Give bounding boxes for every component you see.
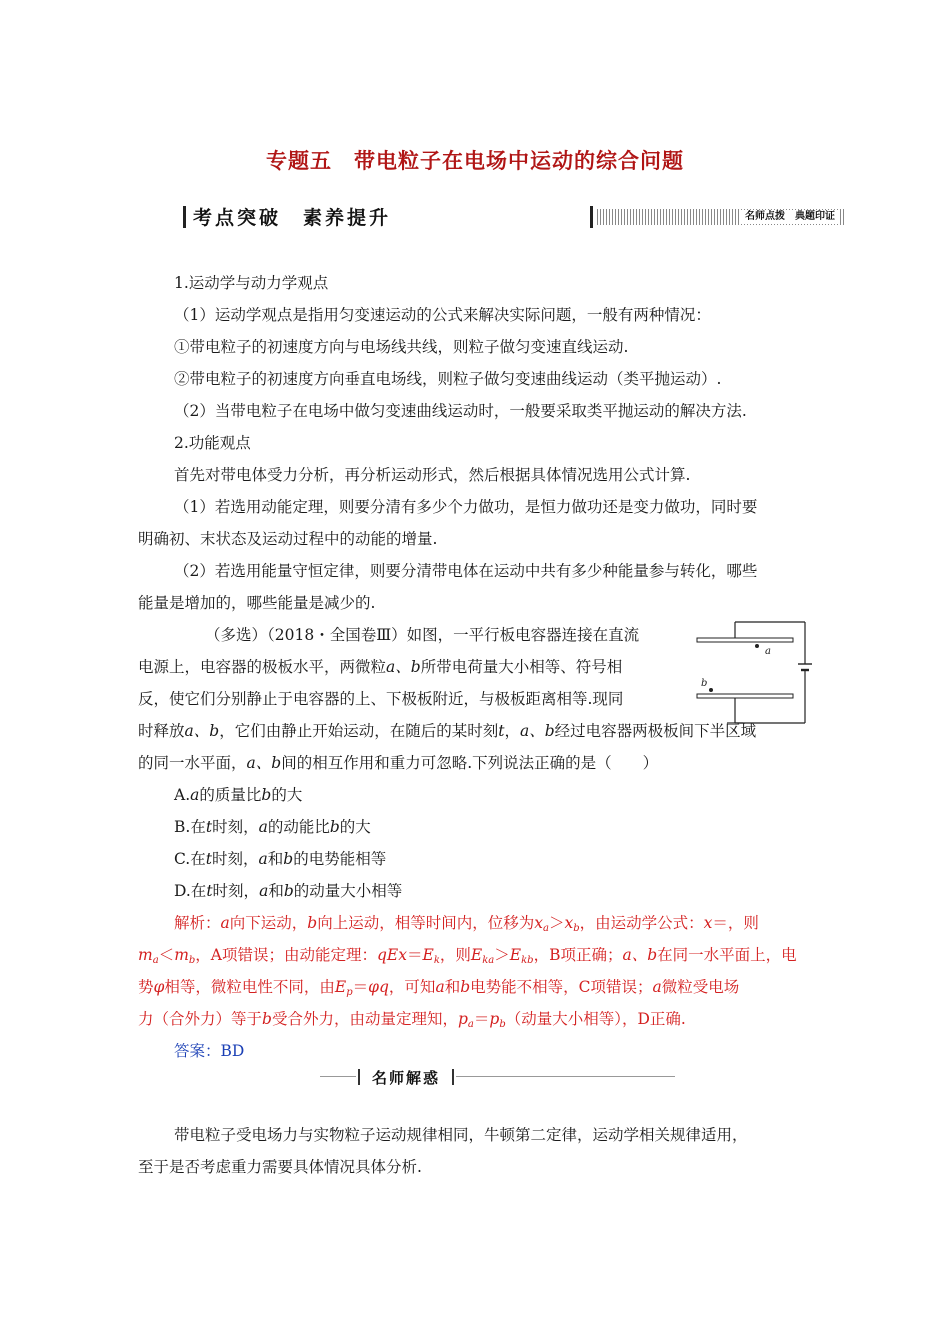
var-a: a xyxy=(258,850,268,868)
option-a xyxy=(174,785,854,805)
text-span: 的动量大小相等 xyxy=(293,882,403,900)
diagram-label-b: b xyxy=(701,678,708,689)
var-e: E xyxy=(509,946,522,964)
text-span: 向上运动，相等时间内，位移为 xyxy=(317,914,535,932)
section2-title: 名师解惑 xyxy=(371,1069,440,1087)
separator-line-left xyxy=(320,1076,356,1077)
separator-line-right xyxy=(456,1076,675,1077)
analysis-line-2 xyxy=(138,945,818,971)
text-span: 和 xyxy=(268,882,284,900)
subscript: b xyxy=(573,923,580,934)
subscript: ka xyxy=(482,955,495,966)
text-span: 相等，微粒电性不同，由 xyxy=(164,978,335,996)
separator-tick xyxy=(452,1069,454,1085)
text-span: 电势能不相等，C项错误； xyxy=(470,978,653,996)
text-span: 的同一水平面， xyxy=(138,754,247,772)
analysis-label: 解析： xyxy=(174,914,221,932)
subscript: kb xyxy=(521,955,534,966)
text-span: 势 xyxy=(138,978,154,996)
text-span: ，B项正确； xyxy=(533,946,623,964)
subscript: b xyxy=(188,955,196,966)
text-span: ，可知 xyxy=(388,978,436,996)
var-m: m xyxy=(138,946,153,964)
symbol: ＝ xyxy=(473,1010,490,1028)
analysis-line-4 xyxy=(138,1009,818,1035)
text-span: （动量大小相等），D正确. xyxy=(505,1010,686,1028)
var-a: a xyxy=(435,978,445,996)
var-b: b xyxy=(283,882,294,900)
section2-line-2: 至于是否考虑重力需要具体情况具体分析. xyxy=(138,1158,422,1176)
var-a: a xyxy=(220,914,230,932)
capacitor-diagram xyxy=(695,620,815,730)
question-line-5 xyxy=(138,753,818,773)
symbol: ＝ xyxy=(406,946,423,964)
text-span: 电源上，电容器的极板水平，两微粒 xyxy=(138,658,387,676)
diagram-label-a: a xyxy=(765,646,771,657)
var-ab: a、b xyxy=(622,946,658,964)
text-span: C.在 xyxy=(174,850,206,868)
text-span: A. xyxy=(174,786,191,804)
subscript: b xyxy=(499,1019,506,1030)
var-b: b xyxy=(329,818,340,836)
var-phiq: φq xyxy=(368,978,389,996)
point-2-2b: 能量是增加的，哪些能量是减少的. xyxy=(138,594,376,612)
subscript: a xyxy=(542,923,549,934)
subscript: a xyxy=(467,1019,474,1030)
var-b: b xyxy=(262,1010,272,1028)
text-span: 的大 xyxy=(271,786,303,804)
text-span: 的电势能相等 xyxy=(293,850,387,868)
option-b xyxy=(174,817,854,837)
var-b: b xyxy=(460,978,471,996)
text-span: 受合外力，由动量定理知， xyxy=(271,1010,458,1028)
banner-bar-left xyxy=(183,206,186,228)
point-2-1a: （1）若选用动能定理，则要分清有多少个力做功，是恒力做功还是变力做功，同时要 xyxy=(174,498,758,516)
symbol: ＝ xyxy=(352,978,369,996)
point-1-b: ②带电粒子的初速度方向垂直电场线，则粒子做匀变速曲线运动（类平抛运动）. xyxy=(174,370,722,388)
text-span: 时释放 xyxy=(138,722,185,740)
answer-line xyxy=(174,1041,854,1061)
text-span: 所带电荷量大小相等、符号相 xyxy=(420,658,623,676)
question-line-1: （多选）（2018・全国卷Ⅲ）如图，一平行板电容器连接在直流 xyxy=(205,626,640,644)
text-span: 和 xyxy=(267,850,284,868)
analysis-line-3 xyxy=(138,977,818,1003)
point-2-heading: 2.功能观点 xyxy=(174,434,251,452)
var-ab: a、b xyxy=(246,754,282,772)
var-t: t xyxy=(205,818,213,836)
section-separator xyxy=(320,1068,675,1088)
var-p: p xyxy=(457,1010,468,1028)
var-phi: φ xyxy=(153,978,165,996)
point-1-a: ①带电粒子的初速度方向与电场线共线，则粒子做匀变速直线运动. xyxy=(174,338,629,356)
subscript: a xyxy=(152,955,159,966)
var-a: a xyxy=(258,818,268,836)
point-2-2a: （2）若选用能量守恒定律，则要分清带电体在运动中共有多少种能量参与转化，哪些 xyxy=(174,562,758,580)
symbol: ＞ xyxy=(548,914,565,932)
text-span: 微粒受电场 xyxy=(661,978,740,996)
text-span: 的动能比 xyxy=(267,818,330,836)
text-span: 经过电容器两极板间下半区域 xyxy=(554,722,757,740)
var-e: E xyxy=(334,978,347,996)
var-x: x xyxy=(534,914,543,932)
analysis-line-1 xyxy=(174,913,854,939)
var-qex: qEx xyxy=(377,946,407,964)
point-2-1b: 明确初、末状态及运动过程中的动能的增量. xyxy=(138,530,438,548)
text-span: 时刻， xyxy=(211,850,259,868)
var-t: t xyxy=(498,722,505,740)
var-x: x xyxy=(564,914,574,932)
text-span: ，由运动学公式： xyxy=(579,914,704,932)
separator-box xyxy=(358,1068,454,1086)
var-a: a xyxy=(652,978,662,996)
question-line-4: 时释放a、b，它们由静止开始运动，在随后的某时刻t，a、b经过电容器两极板间下半区域 xyxy=(138,722,757,740)
var-b: b xyxy=(261,786,272,804)
banner-label: 考点突破 素养提升 xyxy=(193,207,392,229)
point-1-1: （1）运动学观点是指用匀变速运动的公式来解决实际问题，一般有两种情况： xyxy=(174,306,711,324)
section2-line-1: 带电粒子受电场力与实物粒子运动规律相同，牛顿第二定律，运动学相关规律适用， xyxy=(174,1126,748,1144)
var-a: a xyxy=(259,882,269,900)
var-ab: a、b xyxy=(386,658,421,676)
subscript: k xyxy=(433,955,440,966)
text-span: 时刻， xyxy=(212,818,259,836)
point-1-2: （2）当带电粒子在电场中做匀变速曲线运动时，一般要采取类平抛运动的解决方法. xyxy=(174,402,747,420)
banner-subtitle: 名师点拨 典题印证 xyxy=(741,210,839,224)
text-span: 在同一水平面上，电 xyxy=(657,946,797,964)
page-title: 专题五 带电粒子在电场中运动的综合问题 xyxy=(266,149,684,173)
symbol: ＞ xyxy=(494,946,510,964)
text-span: 的大 xyxy=(339,818,371,836)
text-span: ，则 xyxy=(439,946,471,964)
var-x: x xyxy=(703,914,713,932)
section-banner xyxy=(183,202,845,232)
var-p: p xyxy=(489,1010,500,1028)
text-span: ＝，则 xyxy=(712,914,759,932)
var-ab: a、b xyxy=(184,722,220,740)
answer-label: 答案： xyxy=(174,1042,221,1060)
var-b: b xyxy=(307,914,318,932)
var-b: b xyxy=(283,850,294,868)
symbol: ＜ xyxy=(158,946,175,964)
var-m: m xyxy=(174,946,189,964)
text-span: 力（合外力）等于 xyxy=(138,1010,263,1028)
subscript: p xyxy=(346,987,353,998)
question-line-3: 反，使它们分别静止于电容器的上、下极板附近，与极板距离相等.现同 xyxy=(138,690,624,708)
point-1-heading: 1.运动学与动力学观点 xyxy=(174,274,329,292)
var-t: t xyxy=(205,850,212,868)
text-span: 向下运动， xyxy=(229,914,308,932)
option-c xyxy=(174,849,854,869)
text-span: 和 xyxy=(444,978,461,996)
text-span: ，A项错误；由动能定理： xyxy=(195,946,377,964)
var-e: E xyxy=(422,946,434,964)
text-span: 时刻， xyxy=(212,882,260,900)
banner-bar-right xyxy=(590,206,593,228)
var-ab: a、b xyxy=(519,722,555,740)
var-e: E xyxy=(470,946,483,964)
point-2-intro: 首先对带电体受力分析，再分析运动形式，然后根据具体情况选用公式计算. xyxy=(174,466,691,484)
var-t: t xyxy=(206,882,213,900)
text-span: 间的相互作用和重力可忽略.下列说法正确的是（ ） xyxy=(281,754,659,772)
option-d xyxy=(174,881,854,901)
text-span: ，它们由静止开始运动，在随后的某时刻 xyxy=(219,722,499,740)
text-span: B.在 xyxy=(174,818,206,836)
var-a: a xyxy=(190,786,200,804)
text-span: 的质量比 xyxy=(199,786,262,804)
text-span: D.在 xyxy=(174,882,207,900)
answer-value: BD xyxy=(220,1042,245,1060)
